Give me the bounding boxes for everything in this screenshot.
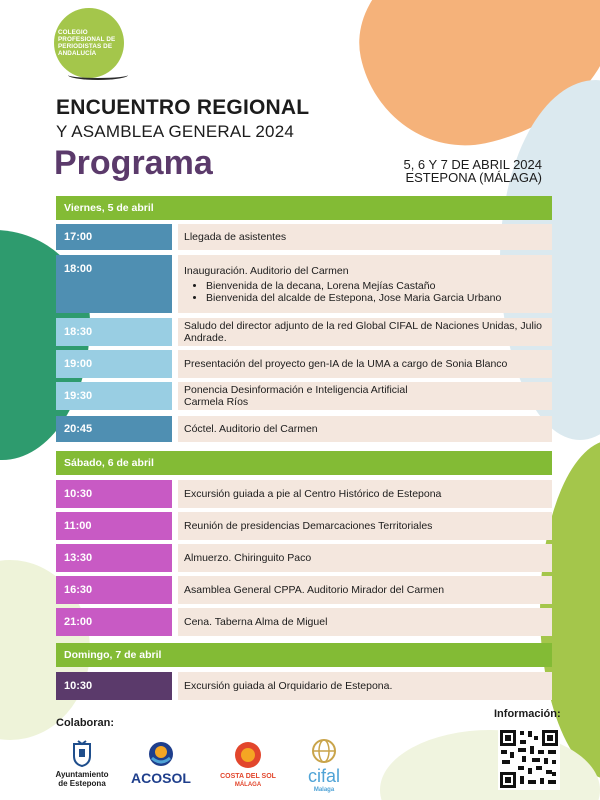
schedule-row — [56, 382, 552, 410]
event-text: Reunión de presidencias Demarcaciones Territoriales — [184, 520, 433, 532]
logo-line: PROFESIONAL DE — [58, 36, 116, 43]
event-description — [178, 416, 552, 442]
cppa-logo — [54, 8, 124, 78]
event-time: 10:30 — [56, 480, 172, 508]
programa-heading: Programa — [54, 144, 213, 182]
sponsor-text: cifal — [307, 766, 340, 786]
event-bullet: • Bienvenida de la decana, Lorena Mejías Castaño — [206, 280, 552, 292]
event-time: 19:30 — [56, 382, 172, 410]
day-header-friday: Viernes, 5 de abril — [56, 196, 552, 220]
qr-code-icon[interactable] — [498, 728, 560, 790]
event-time: 18:00 — [56, 255, 172, 313]
logo-line: PERIODISTAS DE — [58, 43, 113, 50]
colaboran-label: Colaboran: — [56, 717, 115, 729]
schedule-row — [56, 480, 552, 508]
sponsor-text: Malaga — [313, 787, 335, 793]
event-location: ESTEPONA (MÁLAGA) — [405, 170, 542, 185]
day-header-sunday: Domingo, 7 de abril — [56, 643, 552, 667]
event-time: 17:00 — [56, 224, 172, 250]
event-time: 18:30 — [56, 318, 172, 346]
event-time: 21:00 — [56, 608, 172, 636]
event-time: 10:30 — [56, 672, 172, 700]
title-line-1: ENCUENTRO REGIONAL — [56, 96, 310, 119]
event-time: 16:30 — [56, 576, 172, 604]
event-description — [178, 576, 552, 604]
event-text: Excursión guiada al Orquidario de Estepona. — [184, 680, 393, 692]
event-subtext: Carmela Ríos — [184, 396, 249, 408]
event-time: 13:30 — [56, 544, 172, 572]
sponsor-text: MÁLAGA — [234, 782, 262, 788]
sponsor-costa-del-sol — [212, 740, 284, 790]
schedule-row — [56, 576, 552, 604]
day-header-saturday: Sábado, 6 de abril — [56, 451, 552, 475]
sponsor-text: COSTA DEL SOL — [220, 773, 276, 780]
event-dates: 5, 6 Y 7 DE ABRIL 2024 — [403, 157, 542, 172]
event-description — [178, 672, 552, 700]
event-info — [403, 158, 542, 184]
event-text: Presentación del proyecto gen-IA de la UMA a cargo de Sonia Blanco — [184, 358, 508, 370]
schedule-row — [56, 318, 552, 346]
sponsor-cifal — [294, 738, 354, 795]
schedule-row — [56, 224, 552, 250]
event-time: 19:00 — [56, 350, 172, 378]
event-bullets — [206, 280, 552, 304]
sponsor-text: Ayuntamiento — [55, 770, 109, 779]
event-text: Cena. Taberna Alma de Miguel — [184, 616, 328, 628]
acosol-logo-icon — [147, 740, 175, 768]
schedule-row — [56, 416, 552, 442]
event-description — [178, 350, 552, 378]
event-text: Saludo del director adjunto de la red Global CIFAL de Naciones Unidas, Julio Andrade. — [184, 320, 542, 344]
event-description — [178, 480, 552, 508]
event-text: Asamblea General CPPA. Auditorio Mirador del Carmen — [184, 584, 445, 596]
sponsor-text: ACOSOL — [131, 770, 191, 786]
cifal-globe-icon — [311, 738, 337, 764]
schedule-row — [56, 350, 552, 378]
informacion-label: Información: — [494, 708, 561, 720]
event-text: Almuerzo. Chiringuito Paco — [184, 552, 312, 564]
sponsor-text: de Estepona — [58, 779, 106, 788]
event-text: Ponencia Desinformación e Inteligencia Artificial — [184, 384, 408, 396]
event-description — [178, 224, 552, 250]
logo-line: ANDALUCÍA — [58, 50, 97, 57]
title-line-2: Y ASAMBLEA GENERAL 2024 — [56, 122, 295, 141]
event-text: Llegada de asistentes — [184, 231, 287, 243]
event-time: 11:00 — [56, 512, 172, 540]
schedule-row — [56, 544, 552, 572]
event-text: Cóctel. Auditorio del Carmen — [184, 423, 318, 435]
event-text: Inauguración. Auditorio del Carmen — [184, 264, 349, 277]
event-time: 20:45 — [56, 416, 172, 442]
logo-swoosh — [68, 70, 128, 80]
costa-del-sol-logo-icon — [233, 740, 263, 770]
schedule-row — [56, 672, 552, 700]
sponsor-acosol — [126, 740, 196, 786]
event-description — [178, 512, 552, 540]
schedule-row — [56, 255, 552, 313]
event-description — [178, 255, 552, 313]
event-description — [178, 608, 552, 636]
logo-line: COLEGIO — [58, 29, 88, 36]
schedule-row — [56, 512, 552, 540]
ayuntamiento-crest-icon — [70, 740, 94, 768]
event-text: Excursión guiada a pie al Centro Histórico de Estepona — [184, 488, 442, 500]
event-description — [178, 382, 552, 410]
schedule-row — [56, 608, 552, 636]
event-description — [178, 318, 552, 346]
event-description — [178, 544, 552, 572]
sponsor-ayuntamiento — [52, 740, 112, 788]
event-bullet: • Bienvenida del alcalde de Estepona, Jose Maria Garcia Urbano — [206, 292, 552, 304]
